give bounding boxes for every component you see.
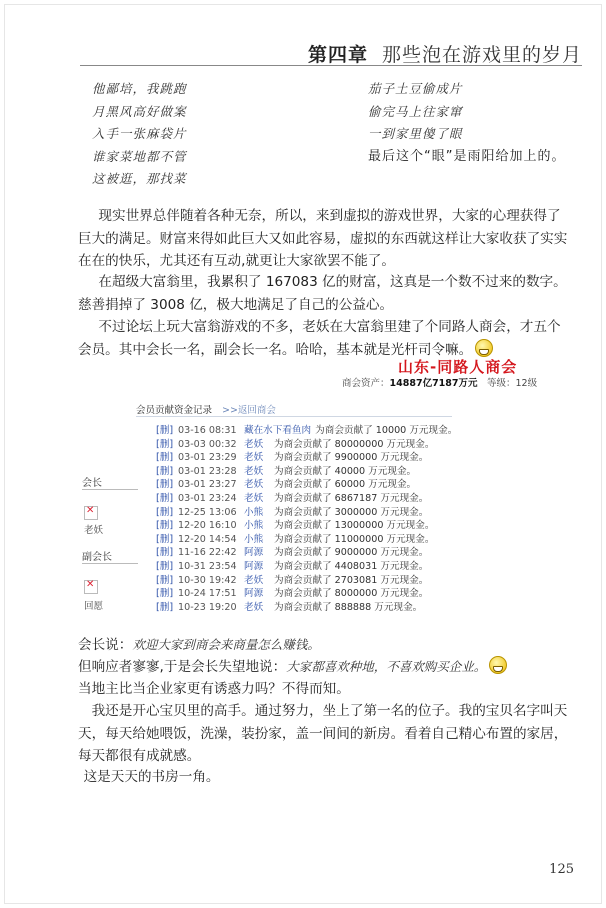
chat-speaker: 会长说： [78,637,133,653]
chat-speaker: 但响应者寥寥,于是会长失望地说： [78,659,287,675]
record-time: 03-01 23:29 [178,452,237,464]
member-name[interactable]: 小熊 [244,520,264,532]
poem-note: 最后这个“眼”是雨阳给加上的。 [368,148,566,164]
list-item [156,572,456,586]
record-time: 03-01 23:24 [178,492,237,504]
delete-link[interactable]: [删] [156,492,174,504]
record-time: 10-30 19:42 [178,574,237,586]
running-header [0,40,606,68]
delete-link[interactable]: [删] [156,438,174,450]
delete-link[interactable]: [删] [156,560,174,572]
record-text: 为商会贡献了 8000000 万元现金。 [274,588,429,600]
chapter-label: 第四章 [307,44,368,66]
assets-value: 14887亿7187万元 [389,378,478,389]
back-to-guild-link[interactable]: >>返回商会 [222,405,276,416]
paragraph-4 [78,700,578,768]
member-name[interactable]: 小熊 [244,533,264,545]
chapter-title: 那些泡在游戏里的岁月 [381,44,582,66]
poem-line: 谁家菜地都不管 [92,148,187,164]
panel-title: 会员贡献资金记录 [136,405,213,416]
paragraph-1-text: 现实世界总伴随着各种无奈，所以，来到虚拟的游戏世界，大家的心理获得了巨大的满足。财富来得如此巨大又如此容易，虚拟的东西就这样让大家收获了实实在在的快乐，尤其还有互动,就更让大家欲罢不能了。 [78,208,568,269]
member-name[interactable]: 老妖 [244,574,264,586]
record-time: 03-03 00:32 [178,438,237,450]
guild-level: 等级：12级 [487,378,538,389]
chat-message: 欢迎大家到商会来商量怎么赚钱。 [132,637,320,652]
president-avatar-icon[interactable] [84,506,98,520]
divider [82,489,138,490]
vice-president-name[interactable]: 回愿 [84,601,104,612]
list-item [156,599,456,613]
delete-link[interactable]: [删] [156,533,174,545]
list-item [156,504,456,518]
list-item [156,490,456,504]
grin-emoji-icon [489,656,507,674]
paragraph-2-text: 在超级大富翁里，我累积了 167083 亿的财富，这真是一个数不过来的数字。慈善捐掉了 3008 亿，极大地满足了自己的公益心。 [78,274,567,313]
member-name[interactable]: 阿源 [244,547,264,559]
delete-link[interactable]: [删] [156,547,174,559]
delete-link[interactable]: [删] [156,425,174,436]
president-name[interactable]: 老妖 [84,525,104,536]
record-text: 为商会贡献了 13000000 万元现金。 [274,520,435,532]
record-time: 11-16 22:42 [178,547,237,559]
record-time: 12-25 13:06 [178,506,237,518]
record-text: 为商会贡献了 10000 万元现金。 [315,425,458,436]
paragraph-3-text: 不过论坛上玩大富翁游戏的不多，老妖在大富翁里建了个同路人商会，才五个会员。其中会长一名，副会长一名。哈哈，基本就是光杆司令嘛。 [78,319,561,358]
member-name[interactable]: 藏在水下看鱼肉 [244,425,312,436]
poem-line: 月黑风高好做案 [92,103,187,119]
record-time: 03-16 08:31 [178,425,237,436]
list-item [156,476,456,490]
delete-link[interactable]: [删] [156,452,174,464]
list-item [156,558,456,572]
game-screenshot [76,356,576,616]
member-name[interactable]: 老妖 [244,479,264,491]
record-text: 为商会贡献了 3000000 万元现金。 [274,506,429,518]
member-name[interactable]: 老妖 [244,492,264,504]
poem-line: 偷完马上往家窜 [368,103,463,119]
delete-link[interactable]: [删] [156,520,174,532]
paragraph-1 [78,205,574,273]
header-text [308,40,582,67]
paragraph-4-text: 我还是开心宝贝里的高手。通过努力，坐上了第一名的位子。我的宝贝名字叫天天，每天给她喂饭，洗澡，装扮家，盖一间间的新房。看着自己精心布置的家居，每天都很有成就感。 [78,703,568,764]
handwritten-poem-right [368,78,565,168]
list-item [156,544,456,558]
delete-link[interactable]: [删] [156,506,174,518]
record-time: 10-31 23:54 [178,560,237,572]
poem-line: 他鄙培，我跳跑 [92,81,187,96]
list-item [156,531,456,545]
guild-assets [342,375,537,389]
handwritten-poem-left [92,78,187,191]
grin-emoji-icon [475,339,493,357]
delete-link[interactable]: [删] [156,479,174,491]
list-item [156,585,456,599]
member-name[interactable]: 老妖 [244,438,264,450]
guild-title: 山东-同路人商会 [398,358,518,376]
chat-line-1 [78,634,578,657]
paragraph-5 [70,766,570,789]
paragraph-2 [78,271,574,316]
poem-line: 茄子土豆偷成片 [368,81,463,96]
delete-link[interactable]: [删] [156,601,174,613]
vice-president-avatar-icon[interactable] [84,580,98,594]
record-time: 10-23 19:20 [178,601,237,613]
member-name[interactable]: 老妖 [244,452,264,464]
chat-message: 大家都喜欢种地，不喜欢购买企业。 [286,659,487,674]
record-text: 为商会贡献了 888888 万元现金。 [274,601,423,613]
record-text: 为商会贡献了 9900000 万元现金。 [274,452,429,464]
record-text: 为商会贡献了 40000 万元现金。 [274,465,417,477]
header-rule [80,65,582,66]
chat-line-2 [78,656,578,679]
member-name[interactable]: 阿源 [244,560,264,572]
page-number: 125 [549,862,574,877]
list-item [156,517,456,531]
member-name[interactable]: 小熊 [244,506,264,518]
list-item [156,463,456,477]
contribution-list [156,422,456,612]
poem-line: 入手一张麻袋片 [92,126,187,141]
record-text: 为商会贡献了 11000000 万元现金。 [274,533,435,545]
member-name[interactable]: 老妖 [244,465,264,477]
question-line: 当地主比当企业家更有诱惑力吗？不得而知。 [78,681,350,697]
delete-link[interactable]: [删] [156,574,174,586]
contribution-panel-header [136,402,452,417]
president-label: 会长 [82,478,102,489]
paragraph-5-text: 这是天天的书房一角。 [83,769,220,785]
list-item [156,422,456,436]
vice-president-label: 副会长 [82,552,112,563]
poem-line: 这被逛，那找菜 [92,171,187,186]
member-name[interactable]: 老妖 [244,601,264,613]
record-time: 12-20 14:54 [178,533,237,545]
record-text: 为商会贡献了 60000 万元现金。 [274,479,417,491]
record-time: 03-01 23:28 [178,465,237,477]
record-text: 为商会贡献了 9000000 万元现金。 [274,547,429,559]
delete-link[interactable]: [删] [156,588,174,600]
divider [82,563,138,564]
delete-link[interactable]: [删] [156,465,174,477]
paragraph-3 [78,316,574,361]
record-text: 为商会贡献了 80000000 万元现金。 [274,438,435,450]
record-text: 为商会贡献了 2703081 万元现金。 [274,574,429,586]
record-text: 为商会贡献了 6867187 万元现金。 [274,492,429,504]
member-name[interactable]: 阿源 [244,588,264,600]
record-time: 03-01 23:27 [178,479,237,491]
record-time: 10-24 17:51 [178,588,237,600]
record-text: 为商会贡献了 4408031 万元现金。 [274,560,429,572]
poem-line: 一到家里傻了眼 [368,126,463,141]
record-time: 12-20 16:10 [178,520,237,532]
list-item [156,449,456,463]
assets-label: 商会资产： [342,378,390,389]
list-item [156,436,456,450]
